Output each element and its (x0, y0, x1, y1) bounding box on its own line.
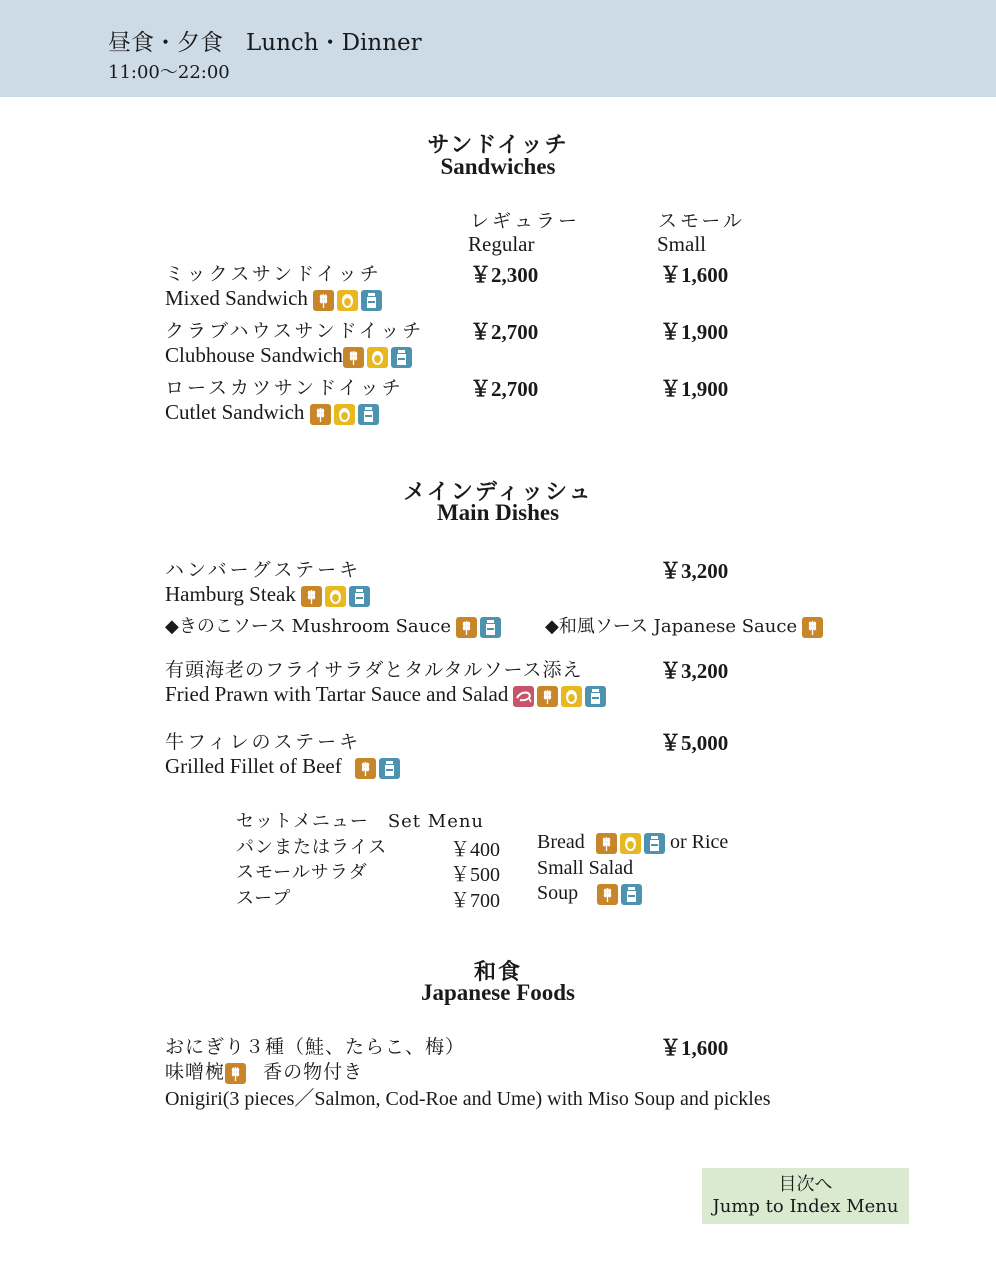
menu-item-jp: クラブハウスサンドイッチ (165, 320, 425, 342)
section-title-jp: サンドイッチ (427, 132, 569, 158)
wheat-icon (343, 347, 364, 368)
section-title-en: Main Dishes (436, 500, 560, 525)
egg-icon (334, 404, 355, 425)
menu-item-jp: 香の物付き (263, 1061, 364, 1083)
menu-item-en: Onigiri(3 pieces／Salmon, Cod-Roe and Ume) with Miso Soup and pickles (165, 1088, 771, 1110)
section-title-jp: メインディッシュ (403, 479, 593, 505)
page-title: 昼食・夕食 Lunch・Dinner (108, 30, 422, 56)
menu-item-en-row (165, 343, 412, 368)
sauce-mushroom-row (165, 612, 501, 638)
menu-item-jp: 有頭海老のフライサラダとタルタルソース添え (165, 659, 583, 681)
milk-icon (585, 686, 606, 707)
set-item-price: ￥500 (450, 864, 500, 886)
menu-item-en-row (165, 582, 370, 607)
milk-icon (644, 833, 665, 854)
set-item-jp: スープ (236, 888, 292, 909)
column-small-jp: スモール (658, 210, 745, 232)
milk-icon (358, 404, 379, 425)
milk-icon (391, 347, 412, 368)
menu-item-en: Clubhouse Sandwich (165, 343, 343, 367)
set-menu-title: セットメニュー Set Menu (236, 811, 485, 832)
wheat-icon (313, 290, 334, 311)
wheat-icon (355, 758, 376, 779)
price-regular: ￥2,300 (470, 263, 539, 287)
menu-item-en-row (165, 286, 382, 311)
sauce-mushroom: ◆きのこソース Mushroom Sauce (165, 616, 451, 637)
set-item-price: ￥700 (450, 890, 500, 912)
menu-item-en-row (165, 400, 379, 425)
set-item-en-row (537, 831, 728, 854)
egg-icon (561, 686, 582, 707)
section-title-en: Sandwiches (440, 154, 556, 179)
price: ￥1,600 (660, 1036, 729, 1060)
wheat-icon (802, 617, 823, 638)
column-small-en: Small (657, 232, 707, 256)
milk-icon (379, 758, 400, 779)
index-label-jp: 目次へ (778, 1174, 833, 1195)
column-regular-jp: レギュラー (470, 210, 581, 232)
milk-icon (349, 586, 370, 607)
section-title-en: Japanese Foods (421, 980, 575, 1005)
price-small: ￥1,600 (660, 263, 729, 287)
milk-icon (480, 617, 501, 638)
set-item-en-row (537, 882, 642, 905)
price-small: ￥1,900 (660, 377, 729, 401)
menu-item-en-row (165, 682, 606, 707)
sauce-japanese: ◆和風ソース Japanese Sauce (545, 616, 798, 637)
menu-item-jp: おにぎり３種（鮭、たらこ、梅） (165, 1036, 466, 1058)
set-item-en: Small Salad (537, 857, 634, 879)
shrimp-icon (513, 686, 534, 707)
menu-item-jp-row (165, 1057, 363, 1084)
menu-item-jp: ハンバーグステーキ (165, 559, 362, 581)
wheat-icon (225, 1063, 246, 1084)
wheat-icon (596, 833, 617, 854)
egg-icon (325, 586, 346, 607)
menu-item-en-row (165, 754, 400, 779)
menu-item-jp: ミックスサンドイッチ (165, 263, 382, 285)
menu-item-jp: ロースカツサンドイッチ (165, 377, 404, 399)
set-item-jp: パンまたはライス (236, 837, 388, 858)
price-small: ￥1,900 (660, 320, 729, 344)
egg-icon (367, 347, 388, 368)
wheat-icon (301, 586, 322, 607)
sauce-japanese-row (545, 612, 823, 638)
menu-item-en: Hamburg Steak (165, 582, 296, 606)
wheat-icon (597, 884, 618, 905)
set-item-price: ￥400 (450, 839, 500, 861)
wheat-icon (537, 686, 558, 707)
menu-item-en: Fried Prawn with Tartar Sauce and Salad (165, 682, 509, 706)
set-item-en: Bread (537, 831, 585, 853)
menu-item-en: Mixed Sandwich (165, 286, 308, 310)
price: ￥5,000 (660, 731, 729, 755)
wheat-icon (310, 404, 331, 425)
jump-to-index-button[interactable] (702, 1168, 909, 1224)
price-regular: ￥2,700 (470, 320, 539, 344)
egg-icon (337, 290, 358, 311)
column-regular-en: Regular (468, 232, 535, 256)
index-label-en: Jump to Index Menu (712, 1196, 899, 1217)
service-hours: 11:00〜22:00 (108, 62, 230, 83)
price: ￥3,200 (660, 659, 729, 683)
set-item-suffix: or Rice (669, 831, 729, 853)
section-title-jp: 和食 (473, 959, 523, 985)
price: ￥3,200 (660, 559, 729, 583)
menu-item-en: Cutlet Sandwich (165, 400, 305, 424)
menu-item-en: Grilled Fillet of Beef (165, 754, 342, 778)
menu-item-jp: 牛フィレのステーキ (165, 731, 362, 753)
milk-icon (361, 290, 382, 311)
wheat-icon (456, 617, 477, 638)
menu-item-jp: 味噌椀 (165, 1061, 226, 1083)
egg-icon (620, 833, 641, 854)
price-regular: ￥2,700 (470, 377, 539, 401)
milk-icon (621, 884, 642, 905)
set-item-jp: スモールサラダ (236, 862, 368, 883)
set-item-en: Soup (537, 882, 579, 904)
